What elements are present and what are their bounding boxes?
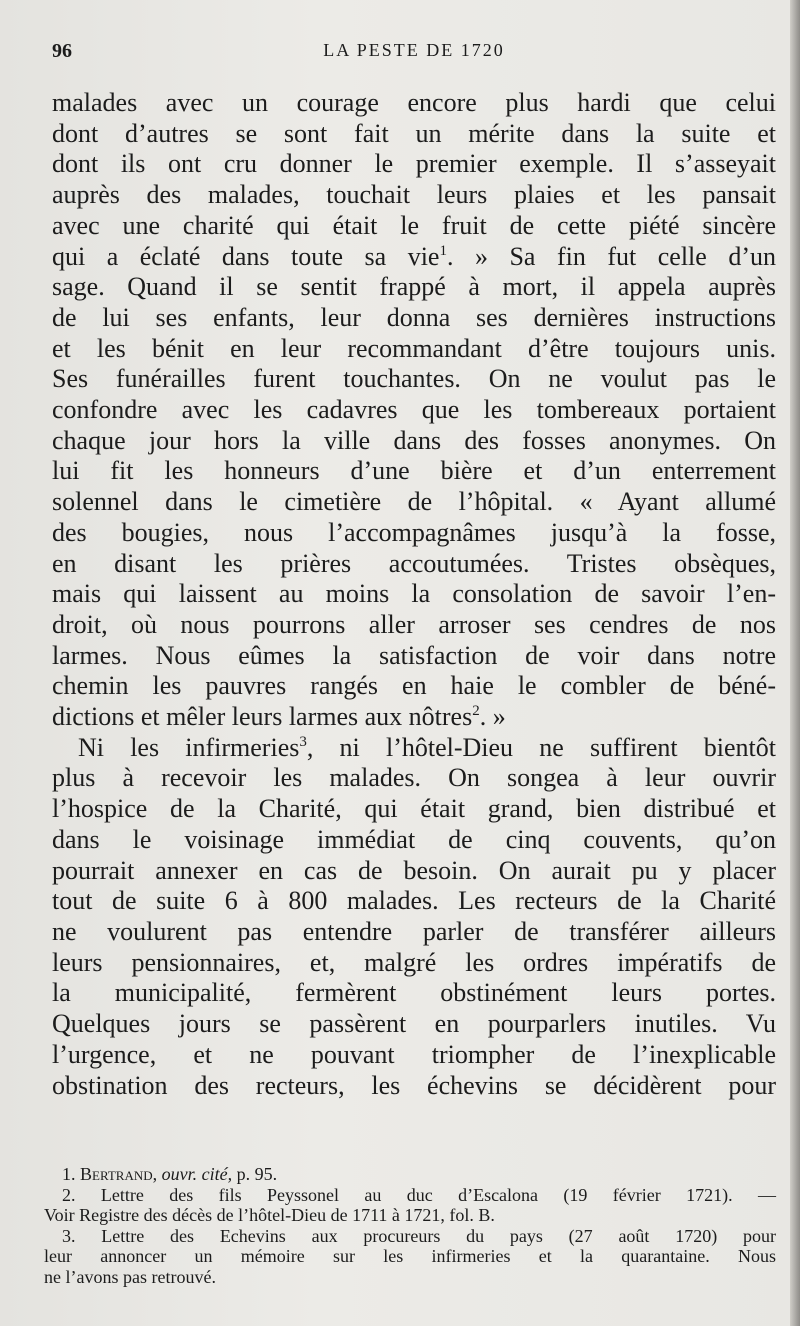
- text-line: larmes. Nous eûmes la satisfaction de voir dans notre: [52, 640, 776, 670]
- running-title: LA PESTE DE 1720: [323, 40, 505, 60]
- text-line: en disant les prières accoutumées. Tristes obsèques,: [52, 548, 776, 578]
- footnote-2: [44, 1185, 776, 1226]
- text-line: dont d’autres se sont fait un mérite dans la suite et: [52, 118, 776, 148]
- text-line: [52, 733, 776, 764]
- text-line: droit, où nous pourrons aller arroser ses cendres de nos: [52, 609, 776, 639]
- text-line: Ses funérailles furent touchantes. On ne voulut pas le: [52, 364, 776, 394]
- text-line: lui fit les honneurs d’une bière et d’un enterrement: [52, 456, 776, 486]
- footnote-line: 3. Lettre des Echevins aux procureurs du pays (27 août 1720) pour: [62, 1225, 776, 1246]
- footnotes: [44, 1164, 776, 1288]
- footnote-line: [44, 1164, 776, 1185]
- footnote-work: ouvr. cité,: [161, 1164, 233, 1184]
- footnote-ref-1: 1: [439, 242, 447, 259]
- text-line: [52, 242, 776, 273]
- footnote-ref-2: 2: [472, 703, 480, 720]
- text-line: dans le voisinage immédiat de cinq couvents, qu’on: [52, 824, 776, 854]
- text-line: Quelques jours se passèrent en pourparlers inutiles. Vu: [52, 1009, 776, 1039]
- text-line: pourrait annexer en cas de besoin. On aurait pu y placer: [52, 855, 776, 885]
- footnote-page: p. 95.: [236, 1164, 278, 1184]
- text-segment: dictions et mêler leurs larmes aux nôtres: [52, 702, 473, 732]
- text-segment: . »: [479, 702, 506, 732]
- text-line: l’hospice de la Charité, qui était grand, bien distribué et: [52, 794, 776, 824]
- text-segment: , ni l’hôtel-Dieu ne suffirent bientôt: [306, 732, 777, 762]
- text-line: dont ils ont cru donner le premier exemple. Il s’asseyait: [52, 149, 776, 179]
- footnote-number: 1.: [62, 1164, 76, 1184]
- text-line: solennel dans le cimetière de l’hôpital. « Ayant allumé: [52, 487, 776, 517]
- page-spine-edge: [790, 0, 800, 1326]
- footnote-ref-3: 3: [299, 733, 307, 750]
- footnote-1: [44, 1164, 776, 1185]
- footnote-line: ne l’avons pas retrouvé.: [44, 1266, 216, 1287]
- page-number: 96: [52, 40, 72, 62]
- text-line: chemin les pauvres rangés en haie le combler de béné-: [52, 671, 776, 701]
- text-line: [52, 702, 776, 733]
- text-line: ne voulurent pas entendre parler de transférer ailleurs: [52, 916, 776, 946]
- text-line: mais qui laissent au moins la consolation de savoir l’en-: [52, 579, 776, 609]
- footnote-author: Bertrand,: [80, 1164, 158, 1184]
- text-line: sage. Quand il se sentit frappé à mort, il appela auprès: [52, 272, 776, 302]
- text-line: leurs pensionnaires, et, malgré les ordres impératifs de: [52, 947, 776, 977]
- footnote-3: [44, 1226, 776, 1288]
- text-segment: Ni les infirmeries: [78, 732, 300, 762]
- page-header: [52, 40, 776, 70]
- footnote-line: Voir Registre des décès de l’hôtel-Dieu de 1711 à 1721, fol. B.: [44, 1205, 495, 1226]
- text-line: l’urgence, et ne pouvant triompher de l’inexplicable: [52, 1039, 776, 1069]
- text-line: avec une charité qui était le fruit de cette piété sincère: [52, 210, 776, 240]
- text-line: tout de suite 6 à 800 malades. Les recteurs de la Charité: [52, 886, 776, 916]
- text-line: obstination des recteurs, les échevins se décidèrent pour: [52, 1070, 776, 1100]
- body-text: [52, 88, 776, 1101]
- text-line: malades avec un courage encore plus hardi que celui: [52, 88, 776, 117]
- footnote-line: leur annoncer un mémoire sur les infirmeries et la quarantaine. Nous: [44, 1246, 776, 1267]
- text-segment: qui a éclaté dans toute sa vie: [52, 241, 440, 271]
- text-line: des bougies, nous l’accompagnâmes jusqu’à la fosse,: [52, 517, 776, 547]
- text-line: et les bénit en leur recommandant d’être toujours unis.: [52, 333, 776, 363]
- text-segment: . » Sa fin fut celle d’un: [446, 241, 776, 271]
- text-line: auprès des malades, touchait leurs plaies et les pansait: [52, 180, 776, 210]
- text-line: la municipalité, fermèrent obstinément leurs portes.: [52, 978, 776, 1008]
- text-line: chaque jour hors la ville dans des fosses anonymes. On: [52, 425, 776, 455]
- footnote-line: 2. Lettre des fils Peyssonel au duc d’Escalona (19 février 1721). —: [62, 1184, 776, 1205]
- text-line: plus à recevoir les malades. On songea à leur ouvrir: [52, 763, 776, 793]
- text-line: confondre avec les cadavres que les tombereaux portaient: [52, 395, 776, 425]
- text-line: de lui ses enfants, leur donna ses dernières instructions: [52, 302, 776, 332]
